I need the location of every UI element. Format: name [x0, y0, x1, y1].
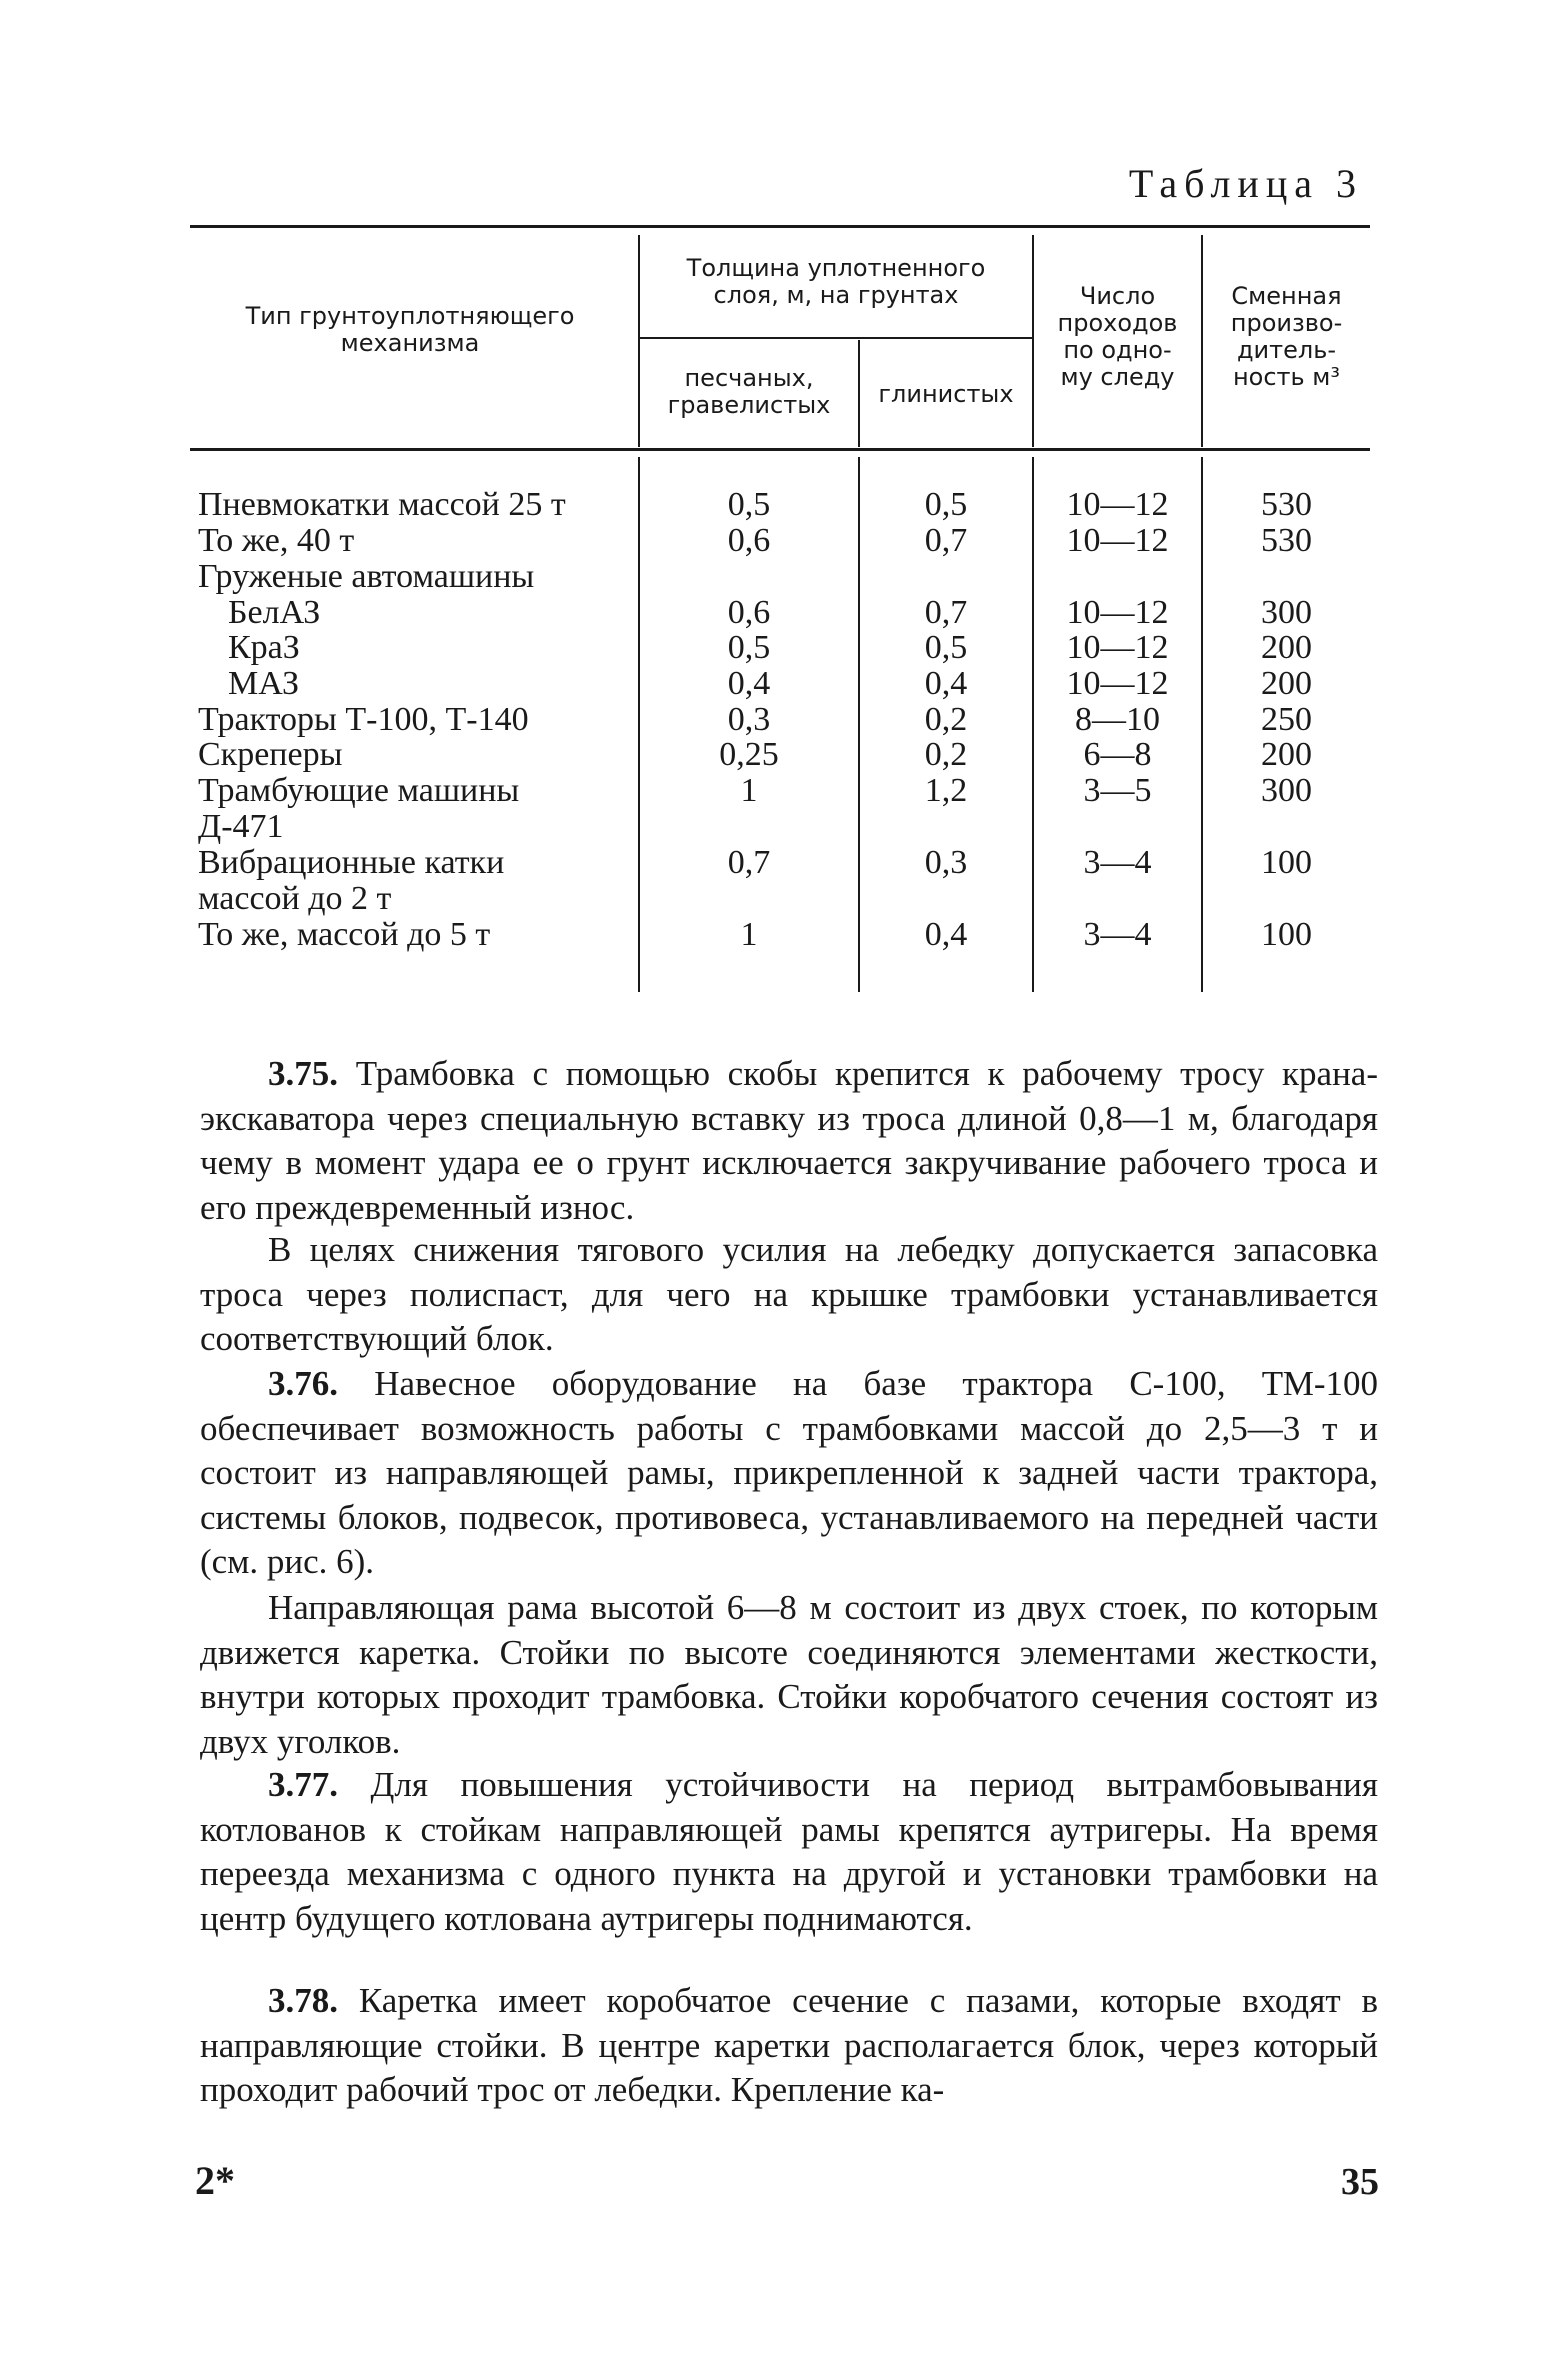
cell-clay: 0,4 — [924, 665, 968, 702]
header-type: Тип грунтоуплотняющего механизма — [245, 302, 575, 357]
paragraph-text: Направляющая рама высотой 6—8 м состоит из двух стоек, по которым движется каретка. Стойки по высоте соединяются элементами жесткости, внутри которых проходит трамбовка. Стойки коробчатого сечения состоят из двух уголков. — [200, 1588, 1378, 1761]
cell-clay: 0,2 — [924, 736, 968, 773]
cell-sandy: 0,3 — [727, 701, 771, 738]
table-row — [190, 487, 1370, 523]
cell-passes: 10—12 — [1066, 594, 1169, 631]
table-row — [190, 559, 1370, 595]
cell-clay: 0,4 — [924, 916, 968, 953]
table-row — [190, 630, 1370, 666]
table-row — [190, 917, 1370, 953]
cell-clay: 0,5 — [924, 629, 968, 666]
paragraph — [200, 1052, 1378, 1230]
table-row — [190, 523, 1370, 559]
cell-clay: 1,2 — [924, 772, 968, 809]
data-table — [190, 225, 1370, 1000]
paragraph-text: Каретка имеет коробчатое сечение с пазами, которые входят в направляющие стойки. В центре каретки располагается блок, через который проходит рабочий трос от лебедки. Крепление ка- — [200, 1981, 1378, 2109]
cell-productivity: 300 — [1261, 594, 1312, 631]
row-name: Пневмокатки массой 25 т — [198, 486, 566, 523]
header-passes: Число проходов по одно- му следу — [1057, 282, 1178, 391]
cell-passes: 3—4 — [1083, 844, 1152, 881]
cell-clay: 0,2 — [924, 701, 968, 738]
cell-sandy: 1 — [740, 916, 758, 953]
table-row — [190, 845, 1370, 881]
header-sandy: песчаных, гравелистых — [667, 364, 831, 419]
table-top-rule — [190, 225, 1370, 228]
cell-sandy: 0,5 — [727, 486, 771, 523]
cell-passes: 8—10 — [1075, 701, 1160, 738]
header-productivity: Сменная произво- дитель- ность м³ — [1230, 282, 1343, 391]
cell-sandy: 0,25 — [719, 736, 779, 773]
table-row — [190, 666, 1370, 702]
row-name: Груженые автомашины — [198, 558, 535, 595]
paragraph-text: Трамбовка с помощью скобы крепится к рабочему тросу крана-экскаватора через специальную вставку из троса длиной 0,8—1 м, благодаря чему в момент удара ее о грунт исключается закручивание рабочего троса и его преждевременный износ. — [200, 1054, 1378, 1227]
row-name: Трамбующие машины — [198, 772, 520, 809]
paragraph — [200, 1228, 1378, 1362]
section-number: 3.76. — [268, 1364, 338, 1403]
table-row — [190, 702, 1370, 738]
cell-clay: 0,3 — [924, 844, 968, 881]
row-name: Скреперы — [198, 736, 343, 773]
subheader-rule — [638, 337, 1032, 339]
table-row — [190, 737, 1370, 773]
row-name: Тракторы Т-100, Т-140 — [198, 701, 529, 738]
cell-productivity: 200 — [1261, 629, 1312, 666]
section-number: 3.75. — [268, 1054, 338, 1093]
cell-passes: 3—5 — [1083, 772, 1152, 809]
paragraph-text: В целях снижения тягового усилия на лебедку допускается запасовка троса через полиспаст, для чего на крышке трамбовки устанавливается соответствующий блок. — [200, 1230, 1378, 1358]
cell-productivity: 200 — [1261, 665, 1312, 702]
table-row — [190, 773, 1370, 809]
cell-passes: 3—4 — [1083, 916, 1152, 953]
row-name: БелАЗ — [228, 594, 321, 631]
cell-productivity: 200 — [1261, 736, 1312, 773]
row-name: МАЗ — [228, 665, 299, 702]
row-name: Вибрационные катки — [198, 844, 505, 881]
table-row — [190, 809, 1370, 845]
cell-productivity: 250 — [1261, 701, 1312, 738]
paragraph — [200, 1362, 1378, 1585]
table-row — [190, 595, 1370, 631]
cell-passes: 10—12 — [1066, 522, 1169, 559]
section-number: 3.77. — [268, 1765, 338, 1804]
cell-sandy: 0,4 — [727, 665, 771, 702]
cell-passes: 6—8 — [1083, 736, 1152, 773]
cell-productivity: 100 — [1261, 844, 1312, 881]
signature-mark: 2* — [195, 2158, 235, 2203]
cell-productivity: 530 — [1261, 522, 1312, 559]
paragraph-text: Навесное оборудование на базе трактора С-100, ТМ-100 обеспечивает возможность работы с трамбовками массой до 2,5—3 т и состоит из направляющей рамы, прикрепленной к задней части трактора, системы блоков, подвесок, противовеса, устанавливаемого на передней части (см. рис. 6). — [200, 1364, 1378, 1581]
row-name: массой до 2 т — [198, 880, 392, 917]
cell-passes: 10—12 — [1066, 665, 1169, 702]
cell-sandy: 0,5 — [727, 629, 771, 666]
cell-clay: 0,7 — [924, 594, 968, 631]
table-row — [190, 881, 1370, 917]
cell-sandy: 0,7 — [727, 844, 771, 881]
cell-clay: 0,5 — [924, 486, 968, 523]
cell-passes: 10—12 — [1066, 486, 1169, 523]
header-clay: глинистых — [878, 380, 1014, 408]
row-name: То же, массой до 5 т — [198, 916, 491, 953]
cell-passes: 10—12 — [1066, 629, 1169, 666]
row-name: Д-471 — [198, 808, 284, 845]
paragraph — [200, 1763, 1378, 1941]
paragraph — [200, 1979, 1378, 2113]
page-number: 35 — [1341, 2161, 1379, 2203]
cell-clay: 0,7 — [924, 522, 968, 559]
cell-sandy: 0,6 — [727, 522, 771, 559]
row-name: КраЗ — [228, 629, 300, 666]
table-header-rule — [190, 448, 1370, 451]
table-caption: Таблица 3 — [1128, 161, 1363, 206]
row-name: То же, 40 т — [198, 522, 355, 559]
cell-productivity: 300 — [1261, 772, 1312, 809]
cell-productivity: 530 — [1261, 486, 1312, 523]
section-number: 3.78. — [268, 1981, 338, 2020]
paragraph — [200, 1586, 1378, 1764]
cell-sandy: 0,6 — [727, 594, 771, 631]
paragraph-text: Для повышения устойчивости на период вытрамбовывания котлованов к стойкам направляющей рамы крепятся аутригеры. На время переезда механизма с одного пункта на другой и установки трамбовки на центр будущего котлована аутригеры поднимаются. — [200, 1765, 1378, 1938]
cell-sandy: 1 — [740, 772, 758, 809]
cell-productivity: 100 — [1261, 916, 1312, 953]
header-thickness: Толщина уплотненного слоя, м, на грунтах — [686, 254, 986, 309]
